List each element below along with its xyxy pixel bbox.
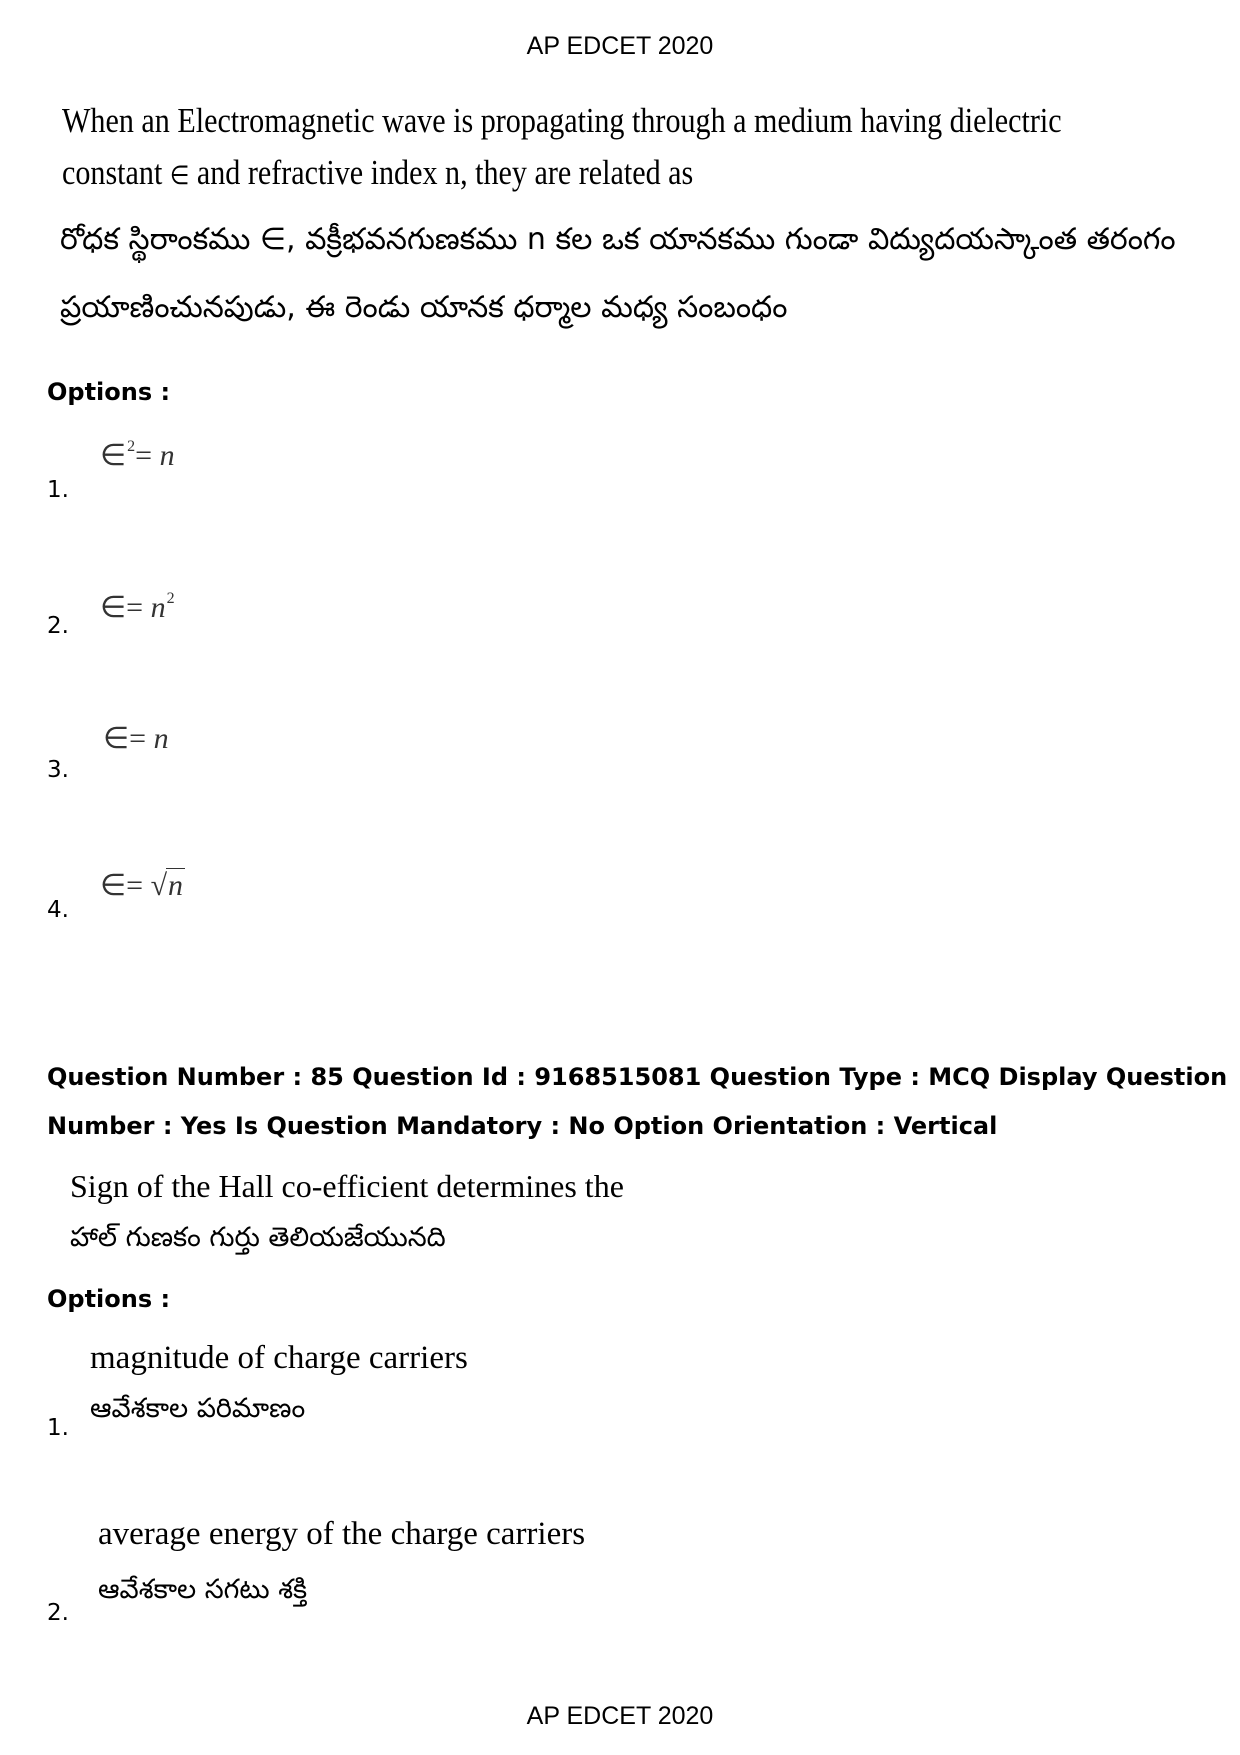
option-1-eq: = <box>135 439 153 472</box>
option-3-eq: = <box>129 722 147 755</box>
question-85-text-en: Sign of the Hall co-efficient determines the <box>70 1168 624 1204</box>
question-85-meta-line1: Question Number : 85 Question Id : 9168515081 Question Type : MCQ Display Question <box>47 1063 1228 1091</box>
option-4-rhs: n <box>168 869 184 902</box>
option-2-lhs: ∈ <box>100 591 127 624</box>
sqrt-radical-icon: √ <box>150 869 168 902</box>
question-text-en-line2-a: constant <box>62 153 163 192</box>
option-3-rhs: n <box>153 722 169 755</box>
epsilon-symbol: ∈ <box>169 161 190 190</box>
question-text-te-line1: రోధక స్థిరాంకము ∈, వక్రీభవనగుణకము n కల ఒక యానకము గుండా విద్యుదయస్కాంత తరంగం <box>60 222 1176 257</box>
q85-option-2-text-te[interactable]: ఆవేశకాల సగటు శక్తి <box>98 1574 308 1605</box>
option-3-formula[interactable] <box>103 721 169 756</box>
option-1-lhs: ∈ <box>100 439 127 472</box>
options-label-85: Options : <box>47 1285 171 1313</box>
option-3-lhs: ∈ <box>103 722 130 755</box>
option-2-sup: 2 <box>166 590 175 607</box>
option-2-eq: = <box>126 591 144 624</box>
option-1-formula[interactable] <box>100 438 175 473</box>
option-1-sup: 2 <box>127 438 136 455</box>
q85-option-2-text-en[interactable]: average energy of the charge carriers <box>98 1516 586 1552</box>
option-4-number: 4. <box>47 897 69 923</box>
option-1-rhs: n <box>159 439 175 472</box>
page-footer: AP EDCET 2020 <box>526 1702 714 1730</box>
question-text-en-line2-b: and refractive index n, they are related as <box>196 153 694 192</box>
option-4-eq: = <box>126 869 144 902</box>
option-4-formula[interactable] <box>100 868 185 903</box>
q85-option-1-text-en[interactable]: magnitude of charge carriers <box>90 1340 468 1376</box>
q85-option-1-text-te[interactable]: ఆవేశకాల పరిమాణం <box>90 1393 306 1424</box>
option-2-formula[interactable] <box>100 590 175 625</box>
question-text-en-line1: When an Electromagnetic wave is propagating through a medium having dielectric <box>62 101 1062 140</box>
question-85-text-te: హాల్ గుణకం గుర్తు తెలియజేయునది <box>70 1222 446 1253</box>
question-text-te-line2: ప్రయాణించునపుడు, ఈ రెండు యానక ధర్మాల మధ్య సంబంధం <box>60 290 788 325</box>
option-1-number: 1. <box>47 477 69 503</box>
question-85-meta-line2: Number : Yes Is Question Mandatory : No Option Orientation : Vertical <box>47 1112 998 1140</box>
option-4-lhs: ∈ <box>100 869 127 902</box>
q85-option-1-number: 1. <box>47 1415 69 1441</box>
page-header: AP EDCET 2020 <box>526 32 714 60</box>
options-label: Options : <box>47 378 171 406</box>
option-2-number: 2. <box>47 613 69 639</box>
question-text-en-line2 <box>62 152 693 194</box>
option-3-number: 3. <box>47 757 69 783</box>
q85-option-2-number: 2. <box>47 1600 69 1626</box>
option-2-rhs: n <box>150 591 166 624</box>
